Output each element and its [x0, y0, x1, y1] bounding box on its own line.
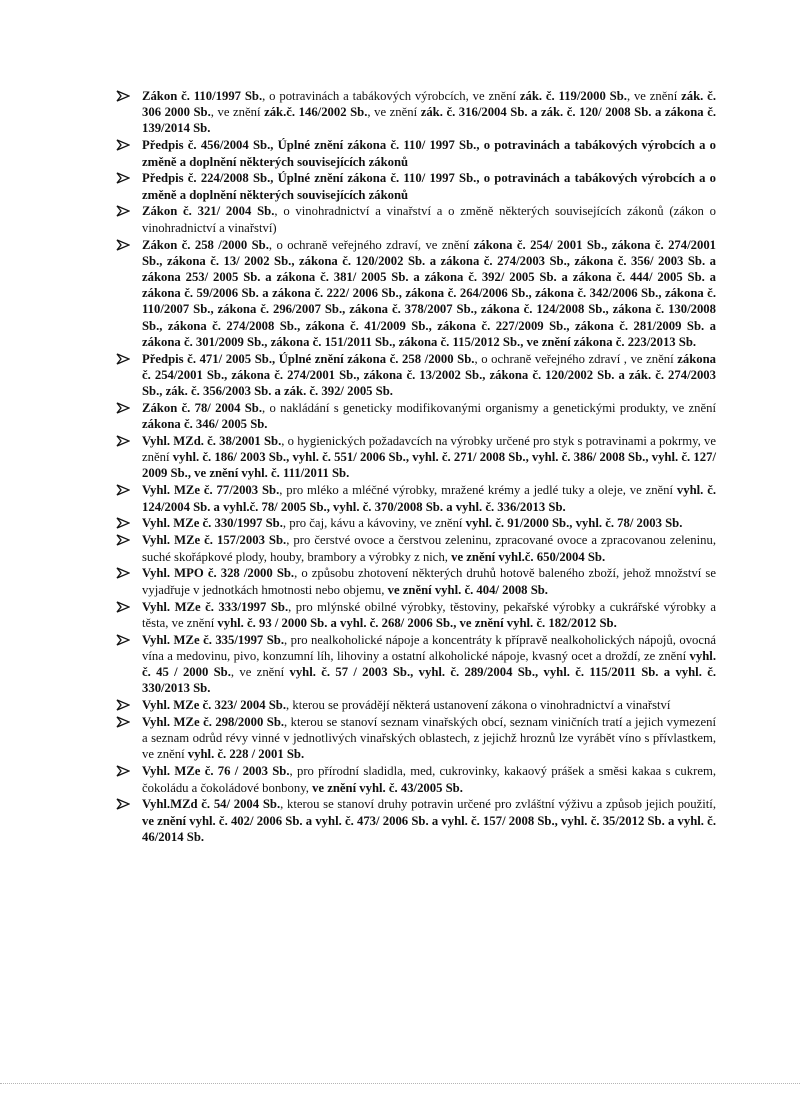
item-text-bold: Vyhl. MZe č. 323/ 2004 Sb. [142, 698, 287, 713]
legislation-item [116, 714, 716, 763]
item-text: , o nakládání s geneticky modifikovanými organismy a genetickými produkty, ve znění [262, 400, 717, 415]
legislation-item [116, 88, 716, 137]
arrowhead-bullet-icon [116, 633, 130, 647]
item-text: , o potravinách a tabákových výrobcích, ve znění [262, 89, 520, 103]
legislation-item [116, 482, 716, 514]
item-text-bold: Vyhl. MZd. č. 38/2001 Sb. [142, 434, 282, 449]
item-text-bold: Vyhl. MPO č. 328 /2000 Sb. [142, 566, 295, 581]
item-text-bold: zák. č. 306 2000 Sb. [142, 89, 716, 120]
item-text-bold: ve znění vyhl. č. 404/ 2008 Sb. [387, 582, 548, 597]
item-text: , kterou se stanoví druhy potravin určené pro zvláštní výživu a způsob jejich použití, [280, 797, 716, 812]
item-text-bold: Vyhl. MZe č. 157/2003 Sb. [142, 533, 287, 548]
legislation-item [116, 565, 716, 597]
legislation-item [116, 515, 716, 531]
legislation-item [116, 796, 716, 845]
arrowhead-bullet-icon [116, 516, 130, 530]
arrowhead-bullet-icon [116, 600, 130, 614]
arrowhead-bullet-icon [116, 238, 130, 252]
arrowhead-bullet-icon [116, 483, 130, 497]
footer-dotted-rule [0, 1083, 800, 1084]
arrowhead-bullet-icon [116, 533, 130, 547]
item-text-bold: vyhl. č. 124/2004 Sb. a vyhl.č. 78/ 2005 Sb., vyhl. č. 370/2008 Sb. a vyhl. č. 336/2013 Sb. [142, 483, 717, 514]
item-text-bold: Zákon č. 258 /2000 Sb. [142, 237, 269, 252]
item-text: , kterou se stanoví seznam vinařských obcí, seznam viničních tratí a jejich vymezení a seznam odrůd révy vinné v jednotlivých vinařských oblastech, z jejichž hroznů lze vyrábět víno s přívlastkem, ve znění [142, 715, 716, 762]
legislation-item [116, 137, 716, 169]
item-text: , pro mléko a mléčné výrobky, mražené krémy a jedlé tuky a oleje, ve znění [279, 483, 677, 498]
arrowhead-bullet-icon [116, 434, 130, 448]
item-text: , pro mlýnské obilné výrobky, těstoviny, pekařské výrobky a cukrářské výrobky a těsta, ve znění [142, 599, 716, 630]
item-text-bold: Zákon č. 78/ 2004 Sb. [142, 400, 263, 415]
item-text-bold: vyhl. č. 186/ 2003 Sb., vyhl. č. 551/ 2006 Sb., vyhl. č. 271/ 2008 Sb., vyhl. č. 386/ 2008 Sb., vyhl. č. 127/ 2009 Sb., ve znění vyhl. č. 111/2011 Sb. [142, 450, 716, 481]
legislation-item [116, 203, 716, 235]
item-text-bold: Předpis č. 224/2008 Sb., Úplné znění zákona č. 110/ 1997 Sb., o potravinách a tabákových výrobcích a o změně a doplnění některých souvisejících zákonů [142, 171, 716, 202]
legislation-list [116, 88, 716, 845]
item-text-bold: Předpis č. 456/2004 Sb., Úplné znění zákona č. 110/ 1997 Sb., o potravinách a tabákových výrobcích a o změně a doplnění některých souvisejících zákonů [142, 138, 716, 169]
arrowhead-bullet-icon [116, 138, 130, 152]
item-text: , pro čerstvé ovoce a čerstvou zeleninu, zpracované ovoce a zpracovanou zeleninu, suché skořápkové plody, houby, brambory a výrobky z nich, [142, 533, 716, 564]
item-text: , ve znění [367, 105, 421, 120]
item-text-bold: zák.č. 146/2002 Sb. [264, 105, 368, 120]
arrowhead-bullet-icon [116, 352, 130, 366]
legislation-item [116, 599, 716, 631]
item-text-bold: zákona č. 346/ 2005 Sb. [142, 417, 268, 432]
arrowhead-bullet-icon [116, 89, 130, 103]
legislation-item [116, 697, 716, 713]
arrowhead-bullet-icon [116, 764, 130, 778]
item-text: , o vinohradnictví a vinařství a o změně některých souvisejících zákonů (zákon o vinohradnictví a vinařství) [142, 204, 717, 235]
item-text-bold: vyhl. č. 91/2000 Sb., vyhl. č. 78/ 2003 Sb. [465, 516, 683, 531]
item-text: , kterou se provádějí některá ustanovení zákona o vinohradnictví a vinařství [286, 698, 671, 713]
arrowhead-bullet-icon [116, 401, 130, 415]
legislation-item [116, 433, 716, 482]
item-text-bold: Vyhl. MZe č. 330/1997 Sb. [142, 516, 283, 531]
item-text: , o hygienických požadavcích na výrobky určené pro styk s potravinami a pokrmy, ve znění [142, 434, 716, 465]
item-text-bold: Vyhl. MZe č. 298/2000 Sb. [142, 715, 285, 730]
arrowhead-bullet-icon [116, 171, 130, 185]
item-text-bold: vyhl. č. 93 / 2000 Sb. a vyhl. č. 268/ 2006 Sb., ve znění vyhl. č. 182/2012 Sb. [217, 615, 617, 630]
legislation-item [116, 400, 716, 432]
item-text: , ve znění [230, 665, 290, 680]
item-text-bold: Vyhl. MZe č. 77/2003 Sb. [142, 483, 280, 498]
legislation-item [116, 351, 716, 400]
item-text-bold: Vyhl.MZd č. 54/ 2004 Sb. [142, 797, 281, 812]
item-text-bold: zákona č. 254/ 2001 Sb., zákona č. 274/2001 Sb., zákona č. 13/ 2002 Sb., zákona č. 120/2002 Sb. a zákona č. 274/2003 Sb., zákona č. 356/ 2003 Sb. a zákona 253/ 2005 Sb. a zákona č. 381/ 2005 Sb. a zákona č. 392/ 2005 Sb. a zákona č. 444/ 2005 Sb. a zákona č. 59/2006 Sb. a zákona č. 222/ 2006 Sb., zákona č. 264/2006 Sb., zákona č. 342/2006 Sb., zákona č. 110/2007 Sb., zákona č. 296/2007 Sb., zákona č. 378/2007 Sb., zákona č. 124/2008 Sb., zákona č. 130/2008 Sb., zákona č. 274/2008 Sb., zákona č. 41/2009 Sb., zákona č. 227/2009 Sb., zákona č. 281/2009 Sb. a zákona č. 301/2009 Sb., zákona č. 151/2011 Sb., zákona č. 115/2012 Sb., ve znění zákona č. 223/2013 Sb. [142, 237, 717, 349]
item-text: , pro přírodní sladidla, med, cukrovinky, kakaový prášek a směsi kakaa s cukrem, čokoládu a čokoládové bonbony, [142, 764, 717, 795]
item-text: , o ochraně veřejného zdraví , ve znění [474, 351, 678, 366]
legislation-item [116, 763, 716, 795]
item-text: , o způsobu zhotovení některých druhů hotově baleného zboží, jehož množství se vyjadřuje v jednotkách hmotnosti nebo objemu, [142, 566, 716, 597]
arrowhead-bullet-icon [116, 715, 130, 729]
arrowhead-bullet-icon [116, 566, 130, 580]
arrowhead-bullet-icon [116, 204, 130, 218]
item-text-bold: Zákon č. 110/1997 Sb. [142, 89, 263, 103]
item-text-bold: Vyhl. MZe č. 333/1997 Sb. [142, 599, 289, 614]
item-text: , o ochraně veřejného zdraví, ve znění [268, 237, 474, 252]
arrowhead-bullet-icon [116, 797, 130, 811]
item-text-bold: vyhl. č. 45 / 2000 Sb. [142, 648, 716, 680]
item-text-bold: ve znění vyhl. č. 43/2005 Sb. [312, 780, 463, 795]
item-text: , ve znění [210, 105, 265, 120]
legislation-item [116, 532, 716, 564]
legislation-item [116, 632, 716, 697]
item-text-bold: Předpis č. 471/ 2005 Sb., Úplné znění zákona č. 258 /2000 Sb. [142, 351, 475, 366]
item-text-bold: ve znění vyhl.č. 650/2004 Sb. [451, 549, 606, 564]
item-text-bold: Vyhl. MZe č. 76 / 2003 Sb. [142, 764, 290, 779]
legislation-item [116, 170, 716, 202]
item-text-bold: ve znění vyhl. č. 402/ 2006 Sb. a vyhl. č. 473/ 2006 Sb. a vyhl. č. 157/ 2008 Sb., vyhl. č. 35/2012 Sb. a vyhl. č. 46/2014 Sb. [142, 813, 716, 844]
item-text-bold: Zákon č. 321/ 2004 Sb. [142, 204, 275, 219]
item-text-bold: zák. č. 316/2004 Sb. a zák. č. 120/ 2008 Sb. a zákona č. 139/2014 Sb. [142, 105, 716, 136]
document-body [116, 88, 716, 846]
item-text: , ve znění [626, 89, 682, 103]
arrowhead-bullet-icon [116, 698, 130, 712]
item-text: , pro čaj, kávu a kávoviny, ve znění [282, 516, 466, 531]
legislation-item [116, 237, 716, 350]
item-text: , pro nealkoholické nápoje a koncentráty k přípravě nealkoholických nápojů, ovocná vína a medovinu, pivo, konzumní líh, lihoviny a ostatní alkoholické nápoje, kvasný ocet a droždí, ze znění [142, 632, 717, 663]
item-text-bold: zák. č. 119/2000 Sb. [519, 89, 627, 103]
item-text-bold: zákona č. 254/2001 Sb., zákona č. 274/2001 Sb., zákona č. 13/2002 Sb., zákona č. 120/2002 Sb. a zák. č. 274/2003 Sb., zák. č. 356/2003 Sb. a zák. č. 392/ 2005 Sb. [142, 351, 716, 399]
item-text-bold: vyhl. č. 228 / 2001 Sb. [187, 747, 305, 762]
item-text-bold: Vyhl. MZe č. 335/1997 Sb. [142, 632, 285, 647]
item-text-bold: vyhl. č. 57 / 2003 Sb., vyhl. č. 289/2004 Sb., vyhl. č. 115/2011 Sb. a vyhl. č. 330/2013 Sb. [142, 665, 716, 696]
